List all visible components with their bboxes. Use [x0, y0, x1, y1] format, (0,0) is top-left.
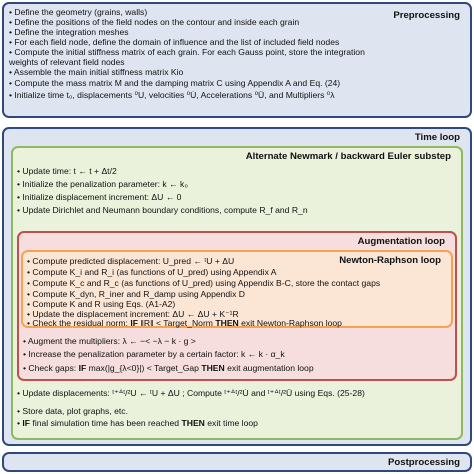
pre-item-9: • Initialize time t₀, displacements ⁰U, velocities ⁰U̇, Accelerations ⁰Ü, and Multipliers ⁰λ — [9, 90, 335, 100]
alt-item-4: • Update Dirichlet and Neumann boundary conditions, compute R_f and R_n — [17, 205, 308, 215]
nr-item-5: • Compute K and R using Eqs. (A1-A2) — [27, 299, 176, 309]
alt-item-3: • Initialize displacement increment: ΔU ← 0 — [17, 192, 182, 202]
aug-item-1: • Augment the multipliers: λ ← −< −λ − k · g > — [23, 336, 196, 346]
alt-item-1: • Update time: t ← t + Δt/2 — [17, 166, 117, 176]
after-item-1: • Update displacements: ᵗ⁺ᐞᵗ/²U ← ᵗU + ΔU ; Compute ᵗ⁺ᐞᵗ/²U̇ and ᵗ⁺ᐞᵗ/²Ü using Eqs. (25-28) — [17, 388, 365, 398]
newton-raphson-loop-title: Newton-Raphson loop — [339, 255, 441, 266]
nr-item-3: • Compute K_c and R_c (as functions of U_pred) using Appendix B-C, store the contact gaps — [27, 278, 381, 288]
nr-item-7: • Check the residual norm: IF ‖R‖ < Target_Norm THEN exit Newton-Raphson loop — [27, 318, 342, 328]
nr-item-6: • Update the displacement increment: ΔU ← ΔU + K⁻¹R — [27, 309, 239, 319]
pre-item-6: weights of relevant field nodes — [9, 57, 125, 67]
preprocessing-box — [2, 2, 472, 118]
aug-item-3: • Check gaps: IF max(|g_{λ<0}|) < Target_Gap THEN exit augmentation loop — [23, 363, 314, 373]
after-item-2: • Store data, plot graphs, etc. — [17, 406, 128, 416]
augmentation-loop-title: Augmentation loop — [357, 236, 445, 247]
alternate-substep-box — [11, 146, 463, 440]
alternate-substep-title: Alternate Newmark / backward Euler substep — [245, 151, 451, 162]
aug-item-2: • Increase the penalization parameter by a certain factor: k ← k · α_k — [23, 349, 285, 359]
nr-item-1: • Compute predicted displacement: U_pred ← ᵗU + ΔU — [27, 256, 235, 266]
time-loop-title: Time loop — [414, 132, 460, 143]
postprocessing-title: Postprocessing — [388, 457, 460, 468]
nr-item-2: • Compute K_i and R_i (as functions of U_pred) using Appendix A — [27, 267, 277, 277]
preprocessing-title: Preprocessing — [393, 10, 460, 21]
pre-item-2: • Define the positions of the field nodes on the contour and inside each grain — [9, 17, 300, 27]
augmentation-loop-box — [17, 231, 457, 381]
nr-item-4: • Compute K_dyn, R_iner and R_damp using Appendix D — [27, 289, 245, 299]
pre-item-4: • For each field node, define the domain of influence and the list of included field nodes — [9, 37, 340, 47]
alt-item-2: • Initialize the penalization parameter: k ← k₀ — [17, 179, 188, 189]
after-item-3: • IF final simulation time has been reached THEN exit time loop — [17, 418, 258, 428]
pre-item-1: • Define the geometry (grains, walls) — [9, 7, 148, 17]
pre-item-3: • Define the integration meshes — [9, 27, 129, 37]
pre-item-7: • Assemble the main initial stiffness matrix Kio — [9, 67, 184, 77]
newton-raphson-loop-box — [21, 250, 453, 328]
postprocessing-box — [2, 452, 472, 472]
pre-item-8: • Compute the mass matrix M and the damping matrix C using Appendix A and Eq. (24) — [9, 78, 341, 88]
pre-item-5: • Compute the initial stiffness matrix of each grain. For each Gauss point, store the integration — [9, 47, 365, 57]
time-loop-box — [2, 127, 472, 446]
